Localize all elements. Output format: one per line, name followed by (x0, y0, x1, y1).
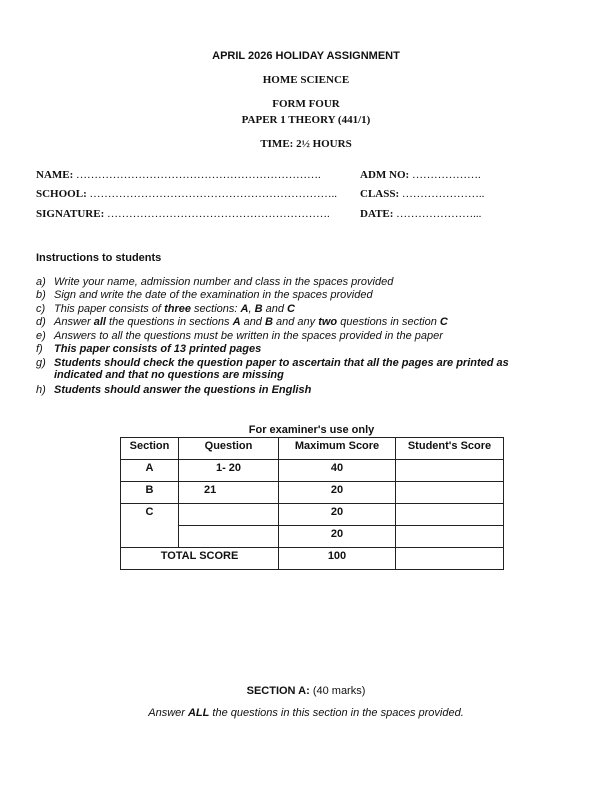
table-caption: For examiner's use only (248, 424, 375, 436)
item-text: questions in section (337, 316, 440, 328)
class-dots: ………………….. (401, 188, 485, 200)
table-row (121, 504, 504, 526)
question-cell: 1- 20 (179, 460, 279, 482)
date-dots: …………………... (396, 208, 482, 220)
student-score-cell[interactable] (396, 482, 504, 504)
max-score-cell: 40 (279, 460, 396, 482)
instructions-heading: Instructions to students (36, 252, 162, 264)
item-text: and any (272, 316, 319, 328)
item-text: the questions in sections (105, 316, 233, 328)
student-score-cell[interactable] (396, 460, 504, 482)
adm-label: ADM NO: (360, 169, 410, 181)
score-table (120, 437, 504, 570)
item-text: Students should answer the questions in English (54, 384, 312, 396)
date-field[interactable] (360, 208, 481, 220)
item-text: two (318, 316, 338, 328)
class-label: CLASS: (360, 188, 400, 200)
item-text: all (93, 316, 106, 328)
max-score-cell: 20 (279, 504, 396, 526)
max-score-cell: 20 (279, 482, 396, 504)
item-text: Answer (54, 316, 94, 328)
class-field[interactable] (360, 188, 484, 200)
time: TIME: 2½ HOURS (260, 138, 352, 150)
table-row (121, 460, 504, 482)
name-label: NAME: (36, 169, 74, 181)
instruction-item (36, 357, 509, 381)
item-text: B (254, 303, 263, 315)
signature-field[interactable] (36, 208, 330, 220)
adm-dots: ………………. (411, 169, 481, 181)
instruction-text: Answer (148, 707, 188, 719)
item-label: e) (36, 330, 46, 342)
signature-dots: ……………………………………………………. (107, 208, 330, 220)
question-cell: 21 (179, 482, 279, 504)
item-text: Write your name, admission number and class in the spaces provided (54, 276, 394, 288)
question-cell[interactable] (179, 504, 279, 526)
instruction-item (36, 343, 261, 355)
instruction-item (36, 316, 448, 328)
item-text: and (262, 303, 287, 315)
item-text: , (248, 303, 255, 315)
total-label: TOTAL SCORE (121, 548, 279, 570)
item-label: b) (36, 289, 46, 301)
item-text: A (240, 303, 249, 315)
item-text: Answers to all the questions must be written in the spaces provided in the paper (54, 330, 443, 342)
item-text: B (264, 316, 273, 328)
total-max: 100 (279, 548, 396, 570)
exam-title: APRIL 2026 HOLIDAY ASSIGNMENT (212, 50, 400, 62)
header-section: Section (121, 438, 179, 460)
section-cell: A (121, 460, 179, 482)
section-a-title: SECTION A: (246, 685, 310, 697)
name-field[interactable] (36, 169, 321, 181)
date-label: DATE: (360, 208, 394, 220)
section-a-marks: (40 marks) (309, 685, 366, 697)
section-cell: C (121, 504, 179, 548)
student-score-cell[interactable] (396, 526, 504, 548)
instruction-emphasis: ALL (187, 707, 210, 719)
form: FORM FOUR (272, 98, 340, 110)
item-text: and (240, 316, 265, 328)
total-student-score[interactable] (396, 548, 504, 570)
table-header-row (121, 438, 504, 460)
item-text: sections: (190, 303, 241, 315)
item-label: h) (36, 384, 46, 396)
school-label: SCHOOL: (36, 188, 87, 200)
item-text: three (164, 303, 191, 315)
header-student-score: Student's Score (396, 438, 504, 460)
item-label: f) (36, 343, 43, 355)
max-score-cell: 20 (279, 526, 396, 548)
subject: HOME SCIENCE (262, 74, 350, 86)
table-row (121, 482, 504, 504)
school-dots: ………………………………………………………….. (89, 188, 337, 200)
student-score-cell[interactable] (396, 504, 504, 526)
adm-field[interactable] (360, 169, 481, 181)
item-label: a) (36, 276, 46, 288)
instruction-text: the questions in this section in the spaces provided. (209, 707, 464, 719)
item-text: Sign and write the date of the examination in the spaces provided (54, 289, 373, 301)
instruction-item (36, 276, 393, 288)
section-a-instruction (0, 707, 612, 719)
paper: PAPER 1 THEORY (441/1) (241, 114, 371, 126)
item-text: Students should check the question paper to ascertain that all the pages are printed as (54, 357, 509, 369)
total-row (121, 548, 504, 570)
header-max-score: Maximum Score (279, 438, 396, 460)
item-text: A (232, 316, 241, 328)
header-question: Question (179, 438, 279, 460)
item-label: d) (36, 316, 46, 328)
signature-label: SIGNATURE: (36, 208, 105, 220)
instruction-item (36, 303, 295, 315)
item-label: g) (36, 357, 46, 369)
question-cell[interactable] (179, 526, 279, 548)
school-field[interactable] (36, 188, 337, 200)
item-text: This paper consists of (54, 303, 165, 315)
item-text: C (439, 316, 448, 328)
instruction-item (36, 330, 443, 342)
item-label: c) (36, 303, 46, 315)
item-text: C (287, 303, 295, 315)
instruction-item (36, 289, 373, 301)
name-dots: …………………………………………………………. (76, 169, 321, 181)
item-text: This paper consists of 13 printed pages (54, 343, 262, 355)
table-row (121, 526, 504, 548)
section-cell: B (121, 482, 179, 504)
instruction-item (36, 384, 311, 396)
item-text: indicated and that no questions are missing (54, 369, 284, 381)
section-a-heading (0, 685, 612, 697)
